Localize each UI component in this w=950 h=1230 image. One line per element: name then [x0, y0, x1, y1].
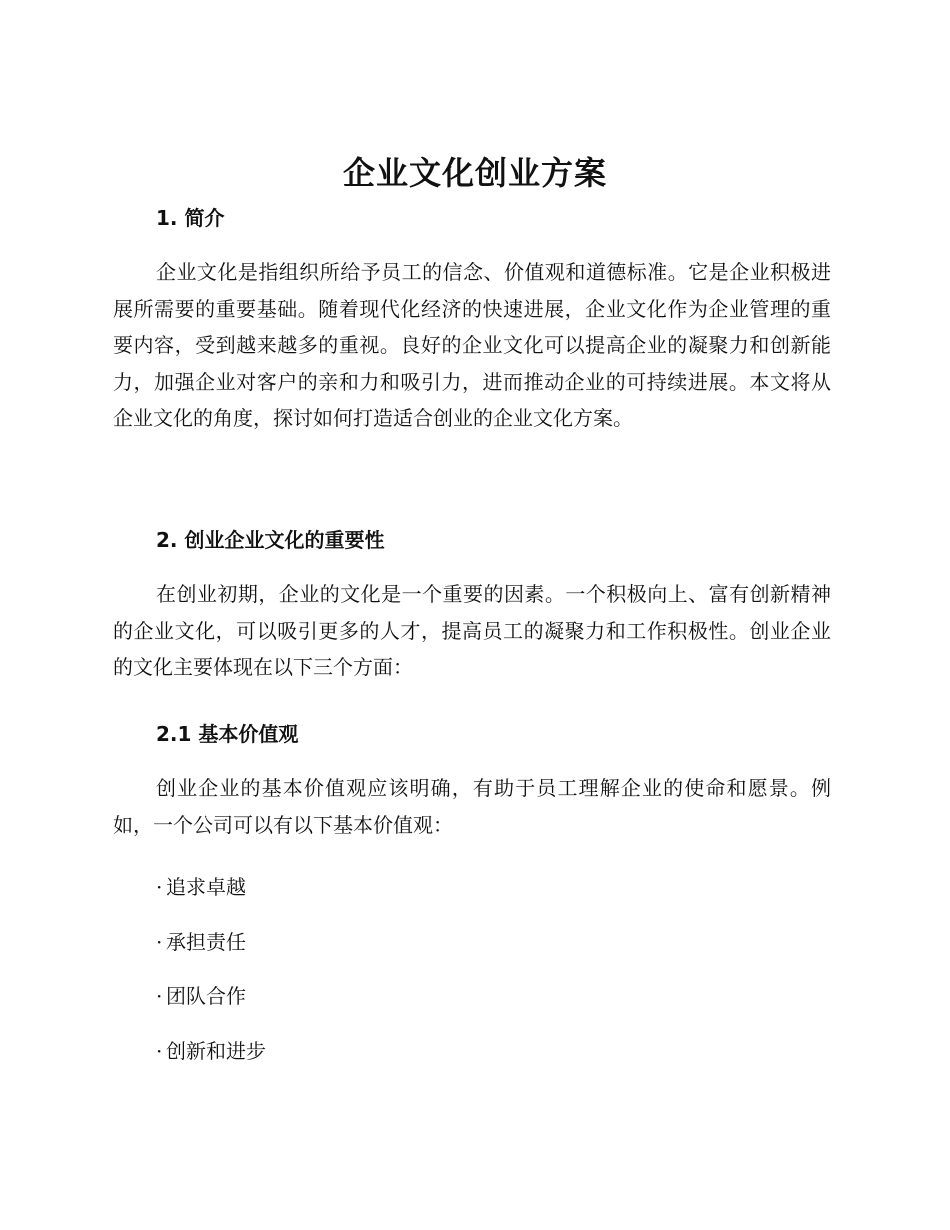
- section-paragraph-importance: 在创业初期，企业的文化是一个重要的因素。一个积极向上、富有创新精神的企业文化，可以吸引更多的人才，提高员工的凝聚力和工作积极性。创业企业的文化主要体现在以下三个方面：: [113, 582, 831, 679]
- list-item-text: 创新和进步: [166, 1039, 266, 1063]
- list-item-text: 团队合作: [166, 984, 246, 1008]
- section-heading-importance: 2. 创业企业文化的重要性: [156, 528, 385, 552]
- list-item: [156, 981, 246, 1011]
- section-heading-intro: 1. 简介: [156, 206, 225, 230]
- list-item: [156, 872, 246, 902]
- list-item-text: 追求卓越: [166, 875, 246, 899]
- section-paragraph-values: 创业企业的基本价值观应该明确，有助于员工理解企业的使命和愿景。例如，一个公司可以有以下基本价值观：: [113, 776, 831, 837]
- section-heading-values: 2.1 基本价值观: [156, 722, 299, 746]
- bullet-icon: ·: [156, 930, 163, 954]
- bullet-icon: ·: [156, 875, 163, 899]
- list-item: [156, 927, 246, 957]
- document-title: 企业文化创业方案: [342, 154, 607, 192]
- section-paragraph-intro: 企业文化是指组织所给予员工的信念、价值观和道德标准。它是企业积极进展所需要的重要基础。随着现代化经济的快速进展，企业文化作为企业管理的重要内容，受到越来越多的重视。良好的企业文化可以提高企业的凝聚力和创新能力，加强企业对客户的亲和力和吸引力，进而推动企业的可持续进展。本文将从企业文化的角度，探讨如何打造适合创业的企业文化方案。: [113, 260, 831, 430]
- list-item-text: 承担责任: [166, 930, 246, 954]
- bullet-icon: ·: [156, 984, 163, 1008]
- bullet-icon: ·: [156, 1039, 163, 1063]
- list-item: [156, 1036, 266, 1066]
